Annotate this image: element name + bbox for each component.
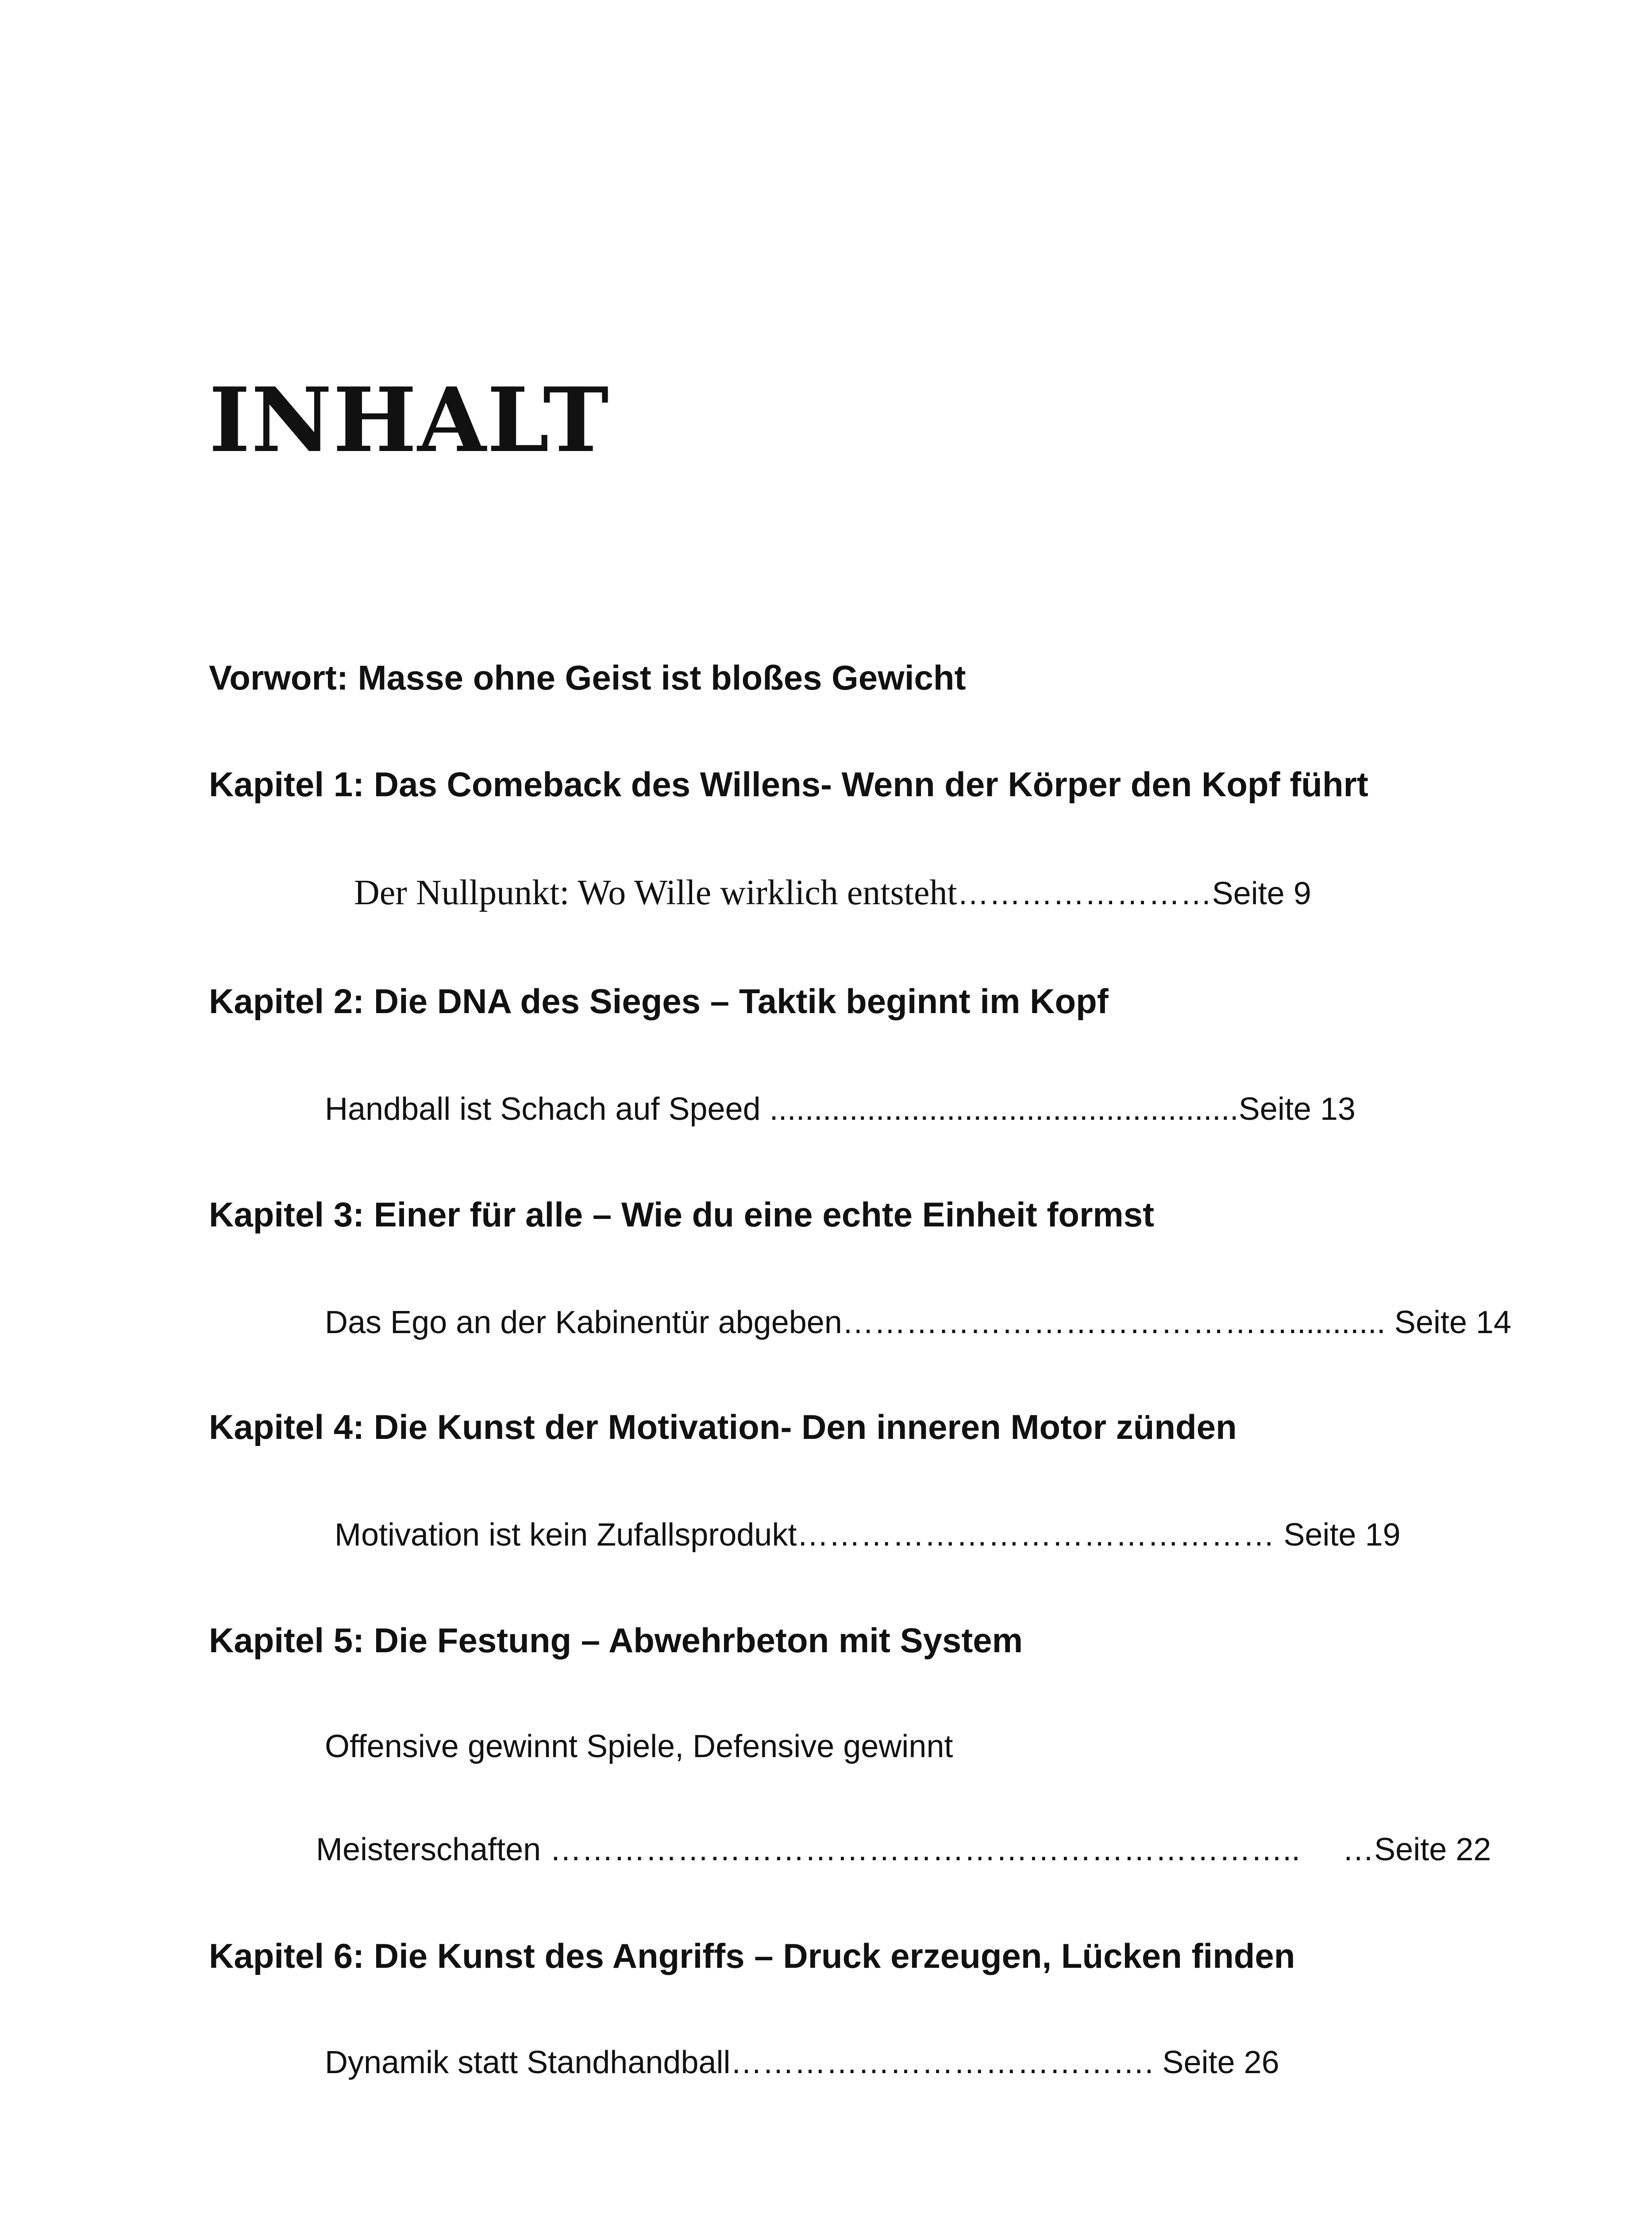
toc-kapitel-4-heading: Kapitel 4: Die Kunst der Motivation- Den inneren Motor zünden: [209, 1407, 1237, 1446]
toc-kapitel-5-heading: Kapitel 5: Die Festung – Abwehrbeton mit System: [209, 1621, 1023, 1660]
toc-entry-leader: ……………………………………………………………..: [550, 1832, 1301, 1867]
toc-kapitel-2-entry: [325, 1093, 1355, 1125]
toc-kapitel-6-entry: [325, 2047, 1279, 2078]
toc-kapitel-5-entry-line-1: Offensive gewinnt Spiele, Defensive gewinnt: [325, 1729, 953, 1764]
toc-kapitel-3-heading: Kapitel 3: Einer für alle – Wie du eine echte Einheit formst: [209, 1195, 1155, 1234]
toc-entry-page: Seite 26: [1153, 2045, 1279, 2080]
toc-kapitel-1-entry: [354, 875, 1311, 910]
toc-entry-leader: ……………………: [957, 876, 1212, 911]
toc-kapitel-6-heading: Kapitel 6: Die Kunst des Angriffs – Druck erzeugen, Lücken finden: [209, 1936, 1295, 1975]
toc-entry-page: Seite 19: [1275, 1517, 1401, 1553]
toc-kapitel-3-entry: [325, 1307, 1511, 1338]
toc-kapitel-1-heading: Kapitel 1: Das Comeback des Willens- Wenn der Körper den Kopf führt: [209, 765, 1368, 804]
toc-entry-page: …Seite 22: [1342, 1832, 1491, 1867]
toc-entry-leader: ………………………………………: [797, 1517, 1275, 1553]
toc-entry-title: Der Nullpunkt: Wo Wille wirklich entsteht: [354, 873, 957, 912]
toc-vorwort: Vorwort: Masse ohne Geist ist bloßes Gewicht: [209, 658, 966, 697]
toc-entry-title: Das Ego an der Kabinentür abgeben: [325, 1305, 842, 1340]
toc-entry-title: Meisterschaften: [316, 1832, 550, 1867]
toc-entry-leader: ……………………………………...........: [842, 1305, 1386, 1340]
toc-entry-page: Seite 9: [1212, 876, 1311, 911]
page-title: INHALT: [209, 368, 610, 472]
toc-kapitel-5-entry-line-2: [316, 1834, 1491, 1866]
toc-entry-title: Handball ist Schach auf Speed: [325, 1091, 770, 1127]
toc-entry-leader: .....................................................: [769, 1091, 1239, 1127]
toc-kapitel-4-entry: [335, 1519, 1401, 1551]
toc-kapitel-2-heading: Kapitel 2: Die DNA des Sieges – Taktik beginnt im Kopf: [209, 982, 1109, 1021]
toc-entry-page: Seite 13: [1238, 1091, 1356, 1127]
toc-entry-title: Motivation ist kein Zufallsprodukt: [335, 1517, 797, 1553]
toc-entry-title: Dynamik statt Standhandball: [325, 2045, 731, 2080]
toc-entry-leader: ………………………………….: [730, 2045, 1154, 2080]
toc-entry-page: Seite 14: [1385, 1305, 1512, 1340]
